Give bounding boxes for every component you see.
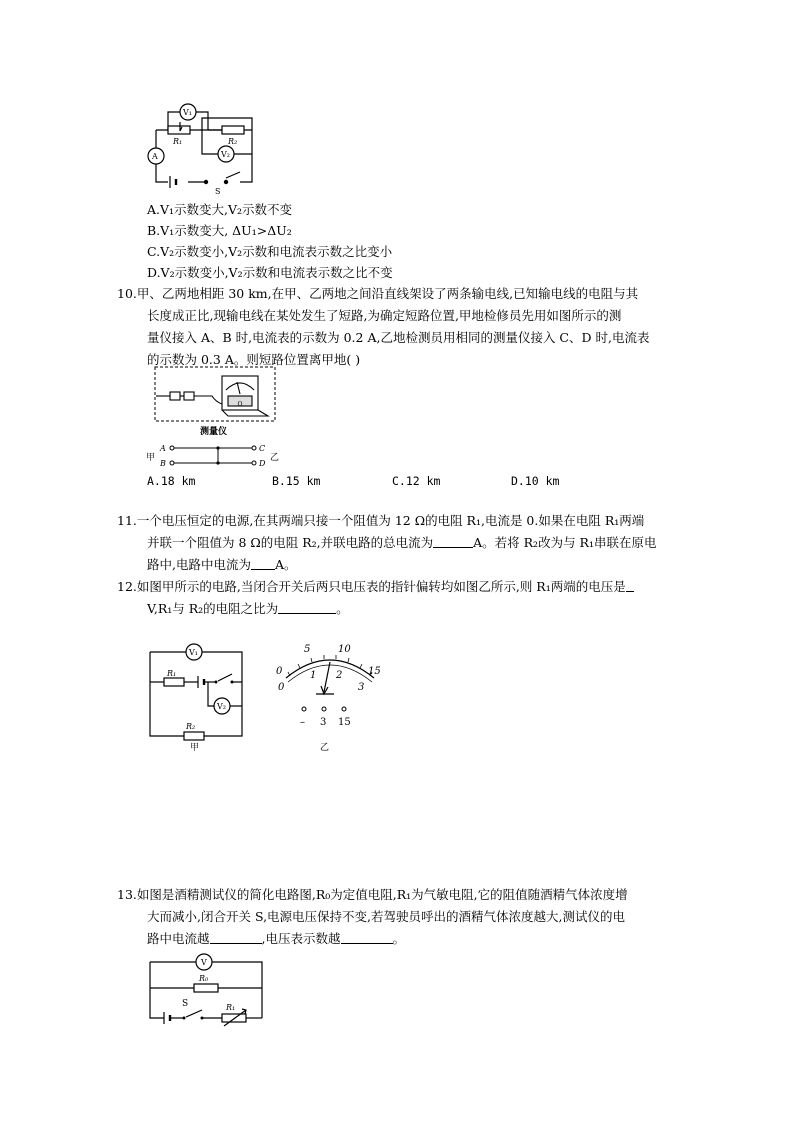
q10-line-1: 10.甲、乙两地相距 30 km,在甲、乙两地之间沿直线架设了两条输电线,已知输电线的电阻与其 xyxy=(117,286,639,301)
q12-jia-label: 甲 xyxy=(190,743,200,753)
q12-scale-bottom-0: 0 xyxy=(278,682,285,693)
q11-line-2-text-b: A。若将 R₂改为与 R₁串联在原电 xyxy=(473,535,657,550)
q9-r2-label: R₂ xyxy=(228,137,238,146)
q13-r1-label: R₁ xyxy=(226,1003,236,1012)
q12-needle xyxy=(324,662,330,692)
q10-a-label: A xyxy=(160,444,166,453)
q10-b-label: B xyxy=(160,459,166,468)
q12-scale-top-10: 10 xyxy=(338,644,351,655)
q10-c-label: C xyxy=(259,444,266,453)
q10-line-2: 长度成正比,现输电线在某处发生了短路,为确定短路位置,甲地检修员先用如图所示的测 xyxy=(147,308,622,323)
q12-scale-top-15: 15 xyxy=(368,666,381,677)
q13-blank-2[interactable] xyxy=(341,931,393,944)
q12-v1-label: V₁ xyxy=(189,648,198,657)
q11-blank-1[interactable] xyxy=(433,535,473,548)
q9-option-b: B.V₁示数变大, ΔU₁>ΔU₂ xyxy=(147,223,292,238)
q12-yi-label: 乙 xyxy=(320,743,330,753)
q11-line-3-text-b: A。 xyxy=(274,557,297,572)
q9-a-label: A xyxy=(152,152,158,161)
q10-yi-label: 乙 xyxy=(270,453,280,463)
q12-scale-bottom-3: 3 xyxy=(358,682,365,693)
q13-line-1: 13.如图是酒精测试仪的简化电路图,R₀为定值电阻,R₁为气敏电阻,它的阻值随酒精气体浓度增 xyxy=(117,887,628,902)
q12-circuit-figure-jia xyxy=(142,640,252,755)
q12-scale-bottom-2: 2 xyxy=(336,670,343,681)
q12-line-2 xyxy=(147,598,349,620)
q12-scale-bottom-1: 1 xyxy=(310,670,317,681)
q9-option-a: A.V₁示数变大,V₂示数不变 xyxy=(147,202,293,217)
q11-line-2-text-a: 并联一个阻值为 8 Ω的电阻 R₂,并联电路的总电流为 xyxy=(147,535,434,550)
q12-voltmeter-dial-yi xyxy=(268,638,388,756)
q10-line-4: 的示数为 0.3 A。则短路位置离甲地( ) xyxy=(147,352,361,367)
q12-terminal-minus: – xyxy=(300,717,305,728)
q12-scale-top-0: 0 xyxy=(276,666,283,677)
q13-blank-1[interactable] xyxy=(210,931,262,944)
q10-meter-label: 测量仪 xyxy=(200,427,228,437)
q13-s-label: S xyxy=(182,999,189,1009)
q12-blank-1[interactable] xyxy=(626,579,634,592)
q12-terminal-15: 15 xyxy=(338,717,351,728)
q9-circuit-figure xyxy=(140,98,270,196)
q11-line-3 xyxy=(147,554,297,576)
q12-v2-label: V₂ xyxy=(217,702,226,711)
q9-v2-label: V₂ xyxy=(221,150,230,159)
q12-scale-top-5: 5 xyxy=(304,644,311,655)
q10-option-a: A.18 km xyxy=(147,474,196,488)
q9-option-d: D.V₂示数变小,V₂示数和电流表示数之比不变 xyxy=(147,265,393,280)
svg-text:Ω: Ω xyxy=(237,401,243,408)
q10-d-label: D xyxy=(259,459,266,468)
q10-meter-figure xyxy=(142,364,282,474)
q12-line-1 xyxy=(117,576,634,598)
q9-r1-label: R₁ xyxy=(173,137,183,146)
q9-option-c: C.V₂示数变小,V₂示数和电流表示数之比变小 xyxy=(147,244,393,259)
q10-option-b: B.15 km xyxy=(272,474,321,488)
q13-line-3-text-a: 路中电流越 xyxy=(147,931,210,946)
q12-blank-2[interactable] xyxy=(278,601,336,614)
q12-line-1-text: 12.如图甲所示的电路,当闭合开关后两只电压表的指针偏转均如图乙所示,则 R₁两端的电压是 xyxy=(117,579,626,594)
q13-r0-label: R₀ xyxy=(199,974,209,983)
q13-line-2: 大而减小,闭合开关 S,电源电压保持不变,若驾驶员呼出的酒精气体浓度越大,测试仪的电 xyxy=(147,909,625,924)
q9-v1-label: V₁ xyxy=(183,108,192,117)
q10-option-c: C.12 km xyxy=(392,474,441,488)
q9-s-label: S xyxy=(215,187,221,196)
q12-r1-label: R₁ xyxy=(167,669,177,678)
q12-line-2-text-a: V,R₁与 R₂的电阻之比为 xyxy=(147,601,279,616)
q12-r2-label: R₂ xyxy=(186,722,196,731)
q11-line-2 xyxy=(147,532,656,554)
q13-circuit-figure xyxy=(142,950,270,1030)
q11-line-3-text-a: 路中,电路中电流为 xyxy=(147,557,251,572)
q13-v-label: V xyxy=(201,958,207,967)
q10-option-d: D.10 km xyxy=(511,474,560,488)
q13-line-3-text-b: ,电压表示数越 xyxy=(261,931,341,946)
q12-line-2-text-b: 。 xyxy=(336,601,349,616)
q12-terminal-3: 3 xyxy=(320,717,327,728)
q13-line-3 xyxy=(147,928,405,950)
q11-line-1: 11.一个电压恒定的电源,在其两端只接一个阻值为 12 Ω的电阻 R₁,电流是 0.如果在电阻 R₁两端 xyxy=(117,513,645,528)
q13-line-3-text-c: 。 xyxy=(392,931,406,946)
q10-line-3: 量仪接入 A、B 时,电流表的示数为 0.2 A,乙地检测员用相同的测量仪接入 C、D 时,电流表 xyxy=(147,330,650,345)
q11-blank-2[interactable] xyxy=(251,557,275,570)
q10-jia-label: 甲 xyxy=(146,453,156,463)
